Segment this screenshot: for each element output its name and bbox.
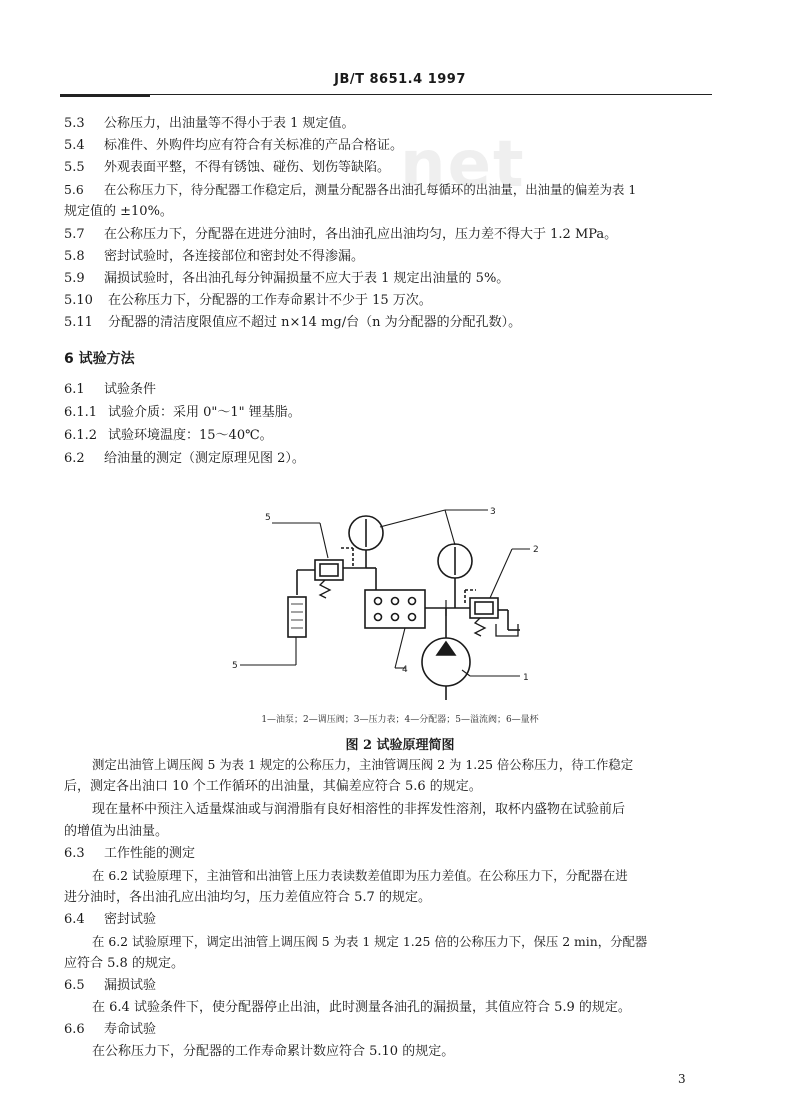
clause-6-5: 6.5 漏损试验	[64, 978, 157, 993]
clause-5-7: 5.7 在公称压力下，分配器在进进分油时，各出油孔应出油均匀，压力差不得大于 1.2 MPa。	[64, 227, 618, 242]
watermark: net	[400, 128, 526, 202]
body-line: 应符合 5.8 的规定。	[64, 956, 184, 971]
clause-6-1: 6.1 试验条件	[64, 382, 157, 397]
clause-5-3: 5.3 公称压力，出油量等不得小于表 1 规定值。	[64, 116, 355, 131]
figure-legend: 1—油泵；2—调压阀；3—压力表；4—分配器；5—溢流阀；6—量杯	[261, 715, 539, 725]
callout-4: 4	[402, 665, 408, 675]
clause-6-6: 6.6 寿命试验	[64, 1022, 157, 1037]
section-6-title: 6 试验方法	[64, 351, 135, 367]
callout-1: 1	[523, 673, 529, 683]
measuring-cup-icon	[288, 597, 306, 637]
body-line: 测定出油管上调压阀 5 为表 1 规定的公称压力，主油管调压阀 2 为 1.25 倍公称压力，待工作稳定	[92, 757, 634, 772]
body-line: 现在量杯中预注入适量煤油或与润滑脂有良好相溶性的非挥发性溶剂，取杯内盛物在试验前后	[92, 802, 626, 817]
pressure-gauge-icon	[349, 516, 383, 550]
body-line: 后，测定各出油口 10 个工作循环的出油量，其偏差应符合 5.6 的规定。	[64, 779, 482, 794]
header-rule	[60, 94, 712, 95]
body-line: 在 6.4 试验条件下，使分配器停止出油，此时测量各油孔的漏损量，其值应符合 5.9 的规定。	[92, 1000, 631, 1015]
callout-5-top: 5	[265, 513, 271, 523]
oil-pump-icon	[422, 638, 470, 686]
body-line: 在 6.2 试验原理下，调定出油管上调压阀 5 为表 1 规定 1.25 倍的公称压力下，保压 2 min，分配器	[92, 934, 648, 949]
body-line: 的增值为出油量。	[64, 824, 169, 839]
page-number: 3	[678, 1072, 686, 1086]
clause-5-5: 5.5 外观表面平整，不得有锈蚀、碰伤、划伤等缺陷。	[64, 160, 391, 175]
body-line: 进分油时，各出油孔应出油均匀，压力差值应符合 5.7 的规定。	[64, 890, 431, 905]
clause-6-1-1: 6.1.1 试验介质：采用 0"～1" 锂基脂。	[64, 405, 301, 420]
clause-5-6: 5.6 在公称压力下，待分配器工作稳定后，测量分配器各出油孔每循环的出油量，出油量的偏差为表 1	[64, 182, 637, 197]
clause-5-8: 5.8 密封试验时，各连接部位和密封处不得渗漏。	[64, 249, 365, 264]
clause-5-10: 5.10 在公称压力下，分配器的工作寿命累计不少于 15 万次。	[64, 293, 432, 308]
body-line: 在公称压力下，分配器的工作寿命累计数应符合 5.10 的规定。	[92, 1044, 455, 1059]
distributor-block-icon	[365, 590, 425, 628]
relief-valve-icon	[470, 598, 498, 618]
page-header-code: JB/T 8651.4 1997	[334, 72, 466, 87]
clause-6-4: 6.4 密封试验	[64, 912, 157, 927]
body-line: 在 6.2 试验原理下，主油管和出油管上压力表读数差值即为压力差值。在公称压力下，分配器在进	[92, 868, 628, 883]
clause-5-6-cont: 规定值的 ±10%。	[64, 204, 173, 219]
clause-6-2: 6.2 给油量的测定（测定原理见图 2）。	[64, 451, 305, 466]
callout-2: 2	[533, 545, 539, 555]
clause-6-1-2: 6.1.2 试验环境温度：15～40℃。	[64, 428, 273, 443]
clause-5-11: 5.11 分配器的清洁度限值应不超过 n×14 mg/台（n 为分配器的分配孔数）。	[64, 315, 522, 330]
clause-5-4: 5.4 标准件、外购件均应有符合有关标准的产品合格证。	[64, 138, 404, 153]
clause-6-3: 6.3 工作性能的测定	[64, 846, 196, 861]
callout-5-bottom: 5	[232, 661, 238, 671]
header-rule-left	[60, 95, 150, 97]
pressure-gauge-icon	[438, 544, 472, 578]
figure-title: 图 2 试验原理简图	[345, 738, 455, 753]
relief-valve-icon	[315, 560, 343, 580]
clause-5-9: 5.9 漏损试验时，各出油孔每分钟漏损量不应大于表 1 规定出油量的 5%。	[64, 271, 510, 286]
callout-3: 3	[490, 507, 496, 517]
